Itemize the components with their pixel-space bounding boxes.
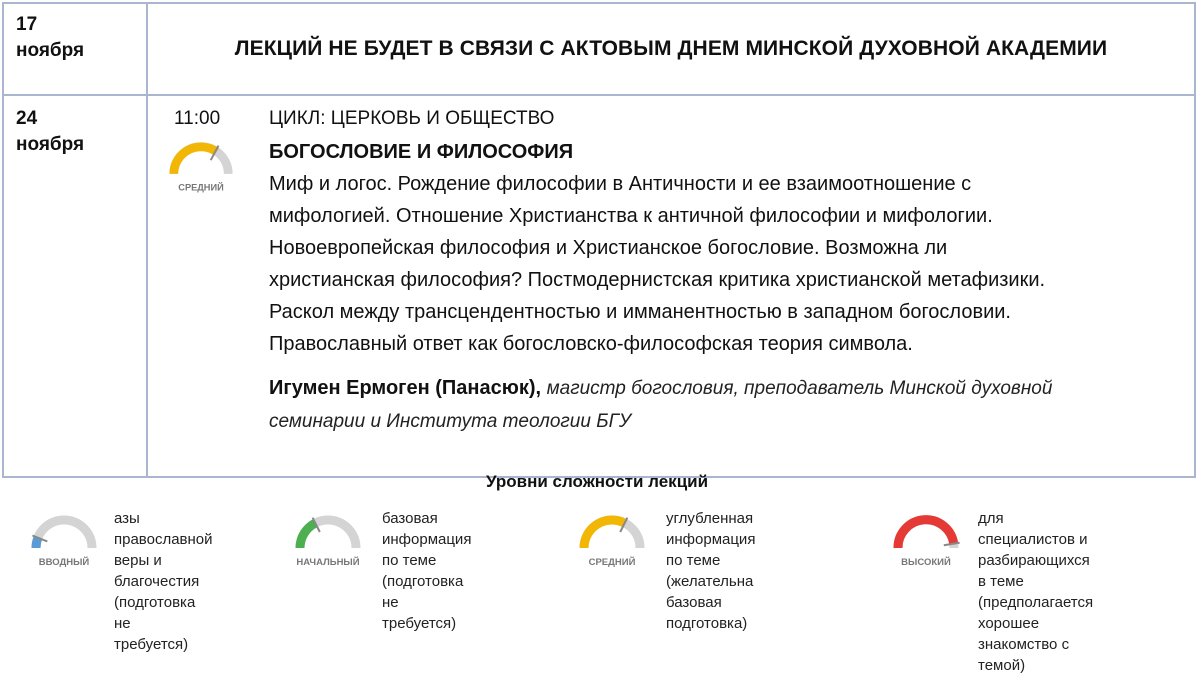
schedule-table xyxy=(2,2,1196,478)
description-line: Православный ответ как богословско-философская теория символа. xyxy=(269,333,913,355)
gauge-label: СРЕДНИЙ xyxy=(178,182,224,193)
lecture-cell xyxy=(147,95,1195,477)
legend-line: базовая подготовка) xyxy=(666,594,748,632)
lecture-time: 11:00 xyxy=(174,108,221,129)
description-line: христианская философия? Постмодернистская критика христианской метафизики. xyxy=(269,269,1046,291)
description-line: Миф и логос. Рождение философии в Античности и ее взаимоотношение с xyxy=(269,173,972,195)
difficulty-gauge-icon xyxy=(576,514,648,570)
date-cell xyxy=(3,3,147,95)
legend-line: требуется) xyxy=(114,636,189,653)
date-month: ноября xyxy=(16,40,85,61)
legend-line: азы православной xyxy=(114,510,213,548)
legend-description xyxy=(666,508,755,634)
legend-line: (подготовка не xyxy=(114,594,196,632)
legend-line: (предполагается хорошее xyxy=(978,594,1094,632)
schedule-row-nov17 xyxy=(3,3,1195,95)
legend-line: по теме (подготовка xyxy=(382,552,464,590)
lecture-description xyxy=(269,168,1164,360)
legend-description xyxy=(114,508,213,655)
difficulty-gauge-icon xyxy=(28,514,100,570)
description-line: Новоевропейская философия и Христианское богословие. Возможна ли xyxy=(269,237,948,259)
legend-line: по теме (желательна xyxy=(666,552,754,590)
gauge-label: ВЫСОКИЙ xyxy=(901,557,951,568)
legend-line: базовая информация xyxy=(382,510,472,548)
description-line: мифологией. Отношение Христианства к античной философии и мифологии. xyxy=(269,205,993,227)
gauge-label: ВВОДНЫЙ xyxy=(38,557,90,568)
legend-line: знакомство с темой) xyxy=(978,636,1070,674)
legend-line: не требуется) xyxy=(382,594,457,632)
schedule-row-nov24 xyxy=(3,95,1195,477)
lecture-body xyxy=(269,106,1164,438)
difficulty-gauge-icon xyxy=(292,514,364,570)
difficulty-gauge-icon xyxy=(890,514,962,570)
date-day: 24 xyxy=(16,108,38,129)
lecturer xyxy=(269,372,1164,438)
lecture-cycle: ЦИКЛ: ЦЕРКОВЬ И ОБЩЕСТВО xyxy=(269,108,555,129)
gauge-label: НАЧАЛЬНЫЙ xyxy=(296,557,360,568)
legend-line: веры и благочестия xyxy=(114,552,200,590)
date-day: 17 xyxy=(16,14,38,35)
date-month: ноября xyxy=(16,134,85,155)
legend-description xyxy=(978,508,1093,676)
legend-line: углубленная информация xyxy=(666,510,756,548)
lecturer-name: Игумен Ермоген (Панасюк), xyxy=(269,377,542,399)
description-line: Раскол между трансцендентностью и имманентностью в западном богословии. xyxy=(269,301,1011,323)
difficulty-gauge-icon xyxy=(166,140,236,196)
legend-line: разбирающихся в теме xyxy=(978,552,1090,590)
date-cell xyxy=(3,95,147,477)
gauge-label: СРЕДНИЙ xyxy=(588,557,636,568)
legend-description xyxy=(382,508,471,634)
lecturer-role: магистр богословия, преподаватель Минской духовной xyxy=(546,378,1053,399)
lecturer-role: семинарии и Института теологии БГУ xyxy=(269,411,632,432)
lecture-title: БОГОСЛОВИЕ И ФИЛОСОФИЯ xyxy=(269,141,574,163)
no-lectures-notice: ЛЕКЦИЙ НЕ БУДЕТ В СВЯЗИ С АКТОВЫМ ДНЕМ МИНСКОЙ ДУХОВНОЙ АКАДЕМИИ xyxy=(147,3,1195,95)
legend-title: Уровни сложности лекций xyxy=(485,472,709,491)
legend-line: для специалистов и xyxy=(978,510,1088,548)
